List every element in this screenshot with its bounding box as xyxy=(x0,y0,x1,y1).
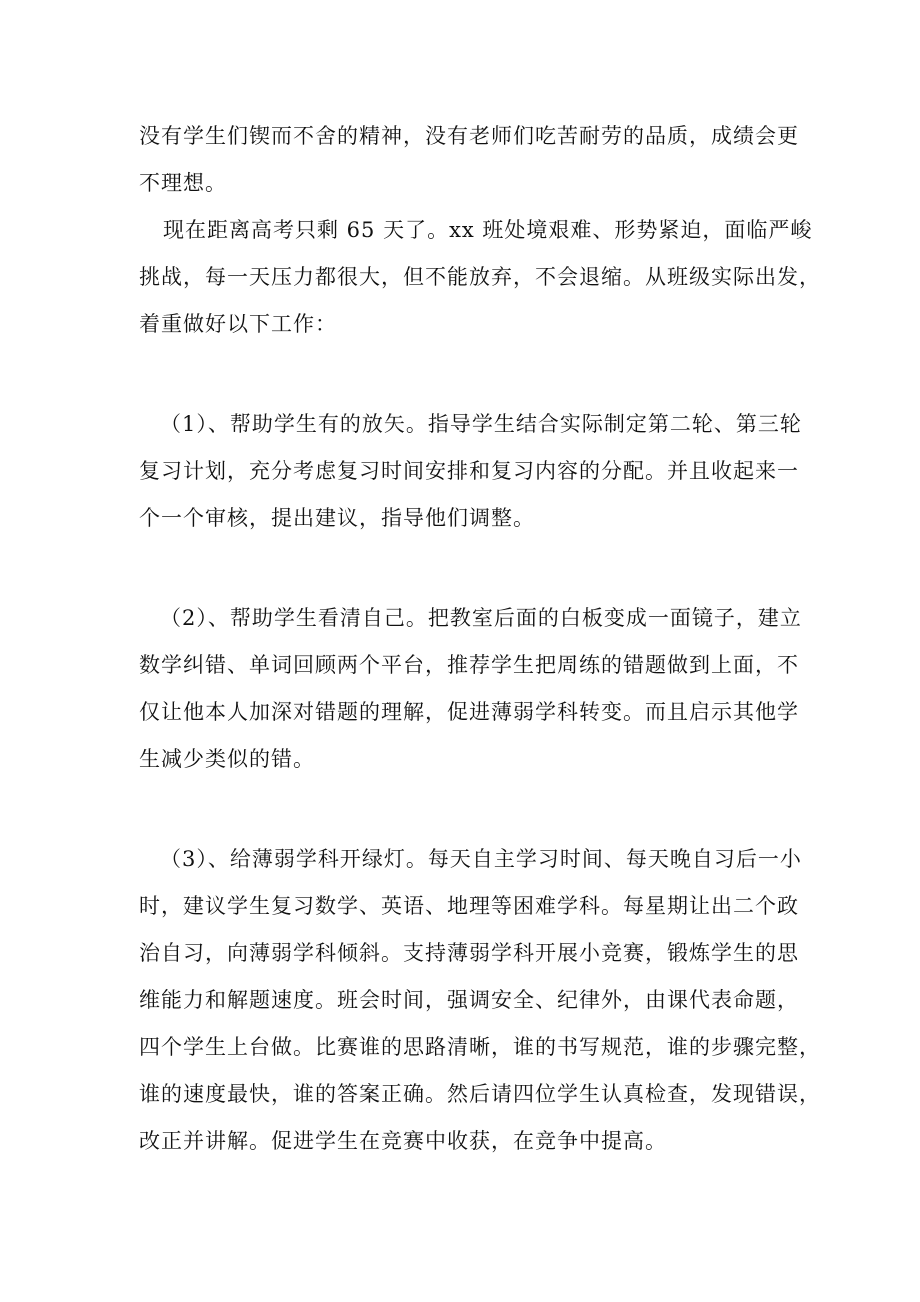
paragraph-line: （2）、帮助学生看清自己。把教室后面的白板变成一面镜子，建立 xyxy=(160,606,802,630)
paragraph-line: 挑战，每一天压力都很大，但不能放弃，不会退缩。从班级实际出发， xyxy=(139,265,821,289)
paragraph-line: 复习计划，充分考虑复习时间安排和复习内容的分配。并且收起来一 xyxy=(139,459,799,483)
paragraph-line: 四个学生上台做。比赛谁的思路清晰，谁的书写规范，谁的步骤完整， xyxy=(139,1035,821,1059)
paragraph-line: 数学纠错、单词回顾两个平台，推荐学生把周练的错题做到上面，不 xyxy=(139,653,799,677)
paragraph-line: 谁的速度最快，谁的答案正确。然后请四位学生认真检查，发现错误， xyxy=(139,1082,821,1106)
paragraph-line: 仅让他本人加深对错题的理解，促进薄弱学科转变。而且启示其他学 xyxy=(139,700,799,724)
paragraph-line: 着重做好以下工作： xyxy=(139,312,337,336)
paragraph-line: （3）、给薄弱学科开绿灯。每天自主学习时间、每天晚自习后一小 xyxy=(160,847,802,871)
paragraph-line: 不理想。 xyxy=(139,171,227,195)
paragraph-line: 个一个审核，提出建议，指导他们调整。 xyxy=(139,506,535,530)
paragraph-line: （1）、帮助学生有的放矢。指导学生结合实际制定第二轮、第三轮 xyxy=(160,412,802,436)
paragraph-line: 现在距离高考只剩 65 天了。xx 班处境艰难、形势紧迫，面临严峻 xyxy=(163,218,813,242)
paragraph-line: 没有学生们锲而不舍的精神，没有老师们吃苦耐劳的品质，成绩会更 xyxy=(139,124,799,148)
paragraph-line: 时，建议学生复习数学、英语、地理等困难学科。每星期让出二个政 xyxy=(139,894,799,918)
paragraph-line: 生减少类似的错。 xyxy=(139,747,315,771)
paragraph-line: 治自习，向薄弱学科倾斜。支持薄弱学科开展小竞赛，锻炼学生的思 xyxy=(139,941,799,965)
paragraph-line: 改正并讲解。促进学生在竞赛中收获，在竞争中提高。 xyxy=(139,1129,667,1153)
paragraph-line: 维能力和解题速度。班会时间，强调安全、纪律外，由课代表命题， xyxy=(139,988,799,1012)
